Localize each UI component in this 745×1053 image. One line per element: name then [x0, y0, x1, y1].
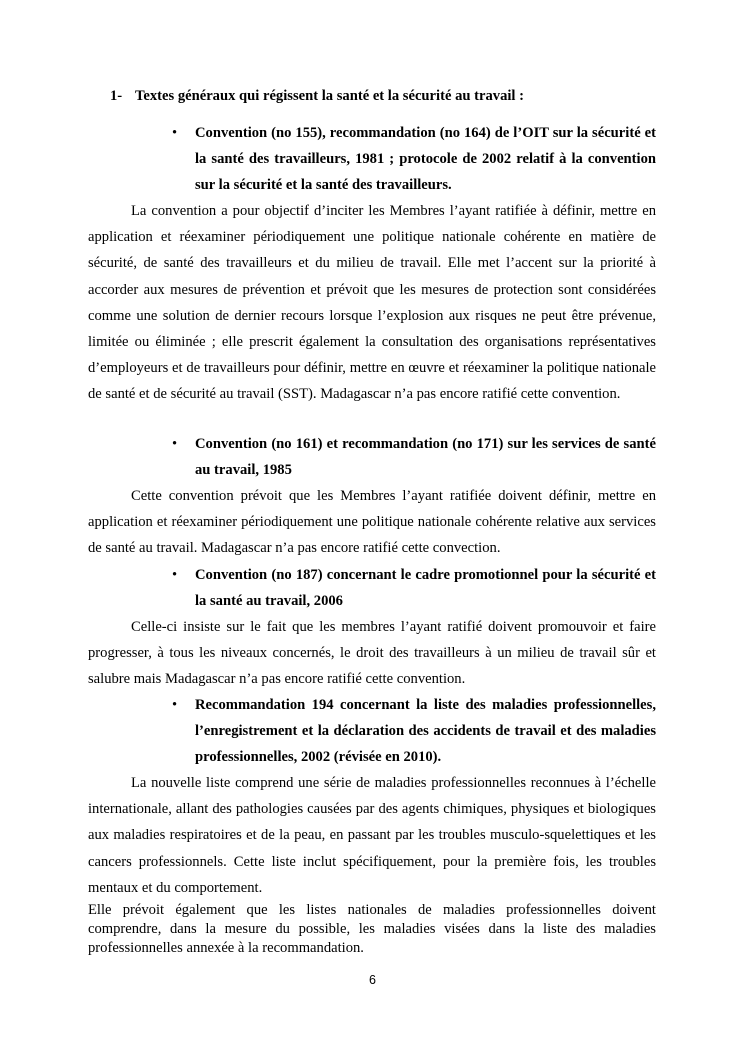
section-number: 1-	[110, 88, 123, 104]
page-number: 6	[369, 973, 376, 987]
paragraph-convention-161	[88, 483, 656, 562]
paragraph-text: Celle-ci insiste sur le fait que les membres l’ayant ratifié doivent promouvoir et faire progresser, à tous les niveaux concernés, le droit des travailleurs à un milieu de travail sûr et salubre mais Madagascar n’a pas encore ratifié cette convention.	[88, 619, 656, 688]
final-paragraph: Elle prévoit également que les listes nationales de maladies professionnelles doivent comprendre, dans la mesure du possible, les maladies visées dans la liste des maladies professionnelles annexée à la recommandation.	[88, 902, 656, 956]
paragraph-text: Cette convention prévoit que les Membres l’ayant ratifiée doivent définir, mettre en application et réexaminer périodiquement une politique nationale cohérente relative aux services de santé au travail. Madagascar n’a pas encore ratifié cette convection.	[88, 488, 656, 557]
bullet-recommandation-194: • Recommandation 194 concernant la liste des maladies professionnelles, l’enregistrement et la déclaration des accidents de travail et des maladies professionnelles, 2002 (révisée en 2010).	[195, 692, 656, 771]
paragraph-convention-187	[88, 614, 656, 693]
paragraph-text: La nouvelle liste comprend une série de maladies professionnelles reconnues à l’échelle internationale, allant des pathologies causées par des agents chimiques, physiques et biologiques aux maladies respiratoires et de la peau, en passant par les troubles musculo-squelettiques et les cancers professionnels. Cette liste inclut spécifiquement, pour la première fois, les troubles mentaux et du comportement.	[88, 775, 656, 896]
bullet-convention-187: • Convention (no 187) concernant le cadre promotionnel pour la sécurité et la santé au travail, 2006	[195, 562, 656, 614]
paragraph-convention-155	[88, 198, 656, 408]
paragraph-text: La convention a pour objectif d’inciter les Membres l’ayant ratifiée à définir, mettre en application et réexaminer périodiquement une politique nationale cohérente en matière de sécurité, de santé des travailleurs et du milieu de travail. Elle met l’accent sur la priorité à accorder aux mesures de prévention et prévoit que les mesures de protection sont considérées comme une solution de dernier recours lorsque l’explosion aux risques ne peut être prévenue, limitée ou éliminée ; elle prescrit également la consultation des organisations représentatives d’employeurs et de travailleurs pour définir, mettre en œuvre et réexaminer la politique nationale de santé et de sécurité au travail (SST). Madagascar n’a pas encore ratifié cette convention.	[88, 203, 656, 403]
bullet-convention-161: • Convention (no 161) et recommandation (no 171) sur les services de santé au travail, 1985	[195, 431, 656, 483]
section-heading	[110, 88, 524, 105]
bullet-convention-155: • Convention (no 155), recommandation (no 164) de l’OIT sur la sécurité et la santé des travailleurs, 1981 ; protocole de 2002 relatif à la convention sur la sécurité et la santé des travailleurs.	[195, 120, 656, 199]
section-title: Textes généraux qui régissent la santé et la sécurité au travail :	[135, 88, 524, 104]
paragraph-recommandation-194	[88, 770, 656, 901]
